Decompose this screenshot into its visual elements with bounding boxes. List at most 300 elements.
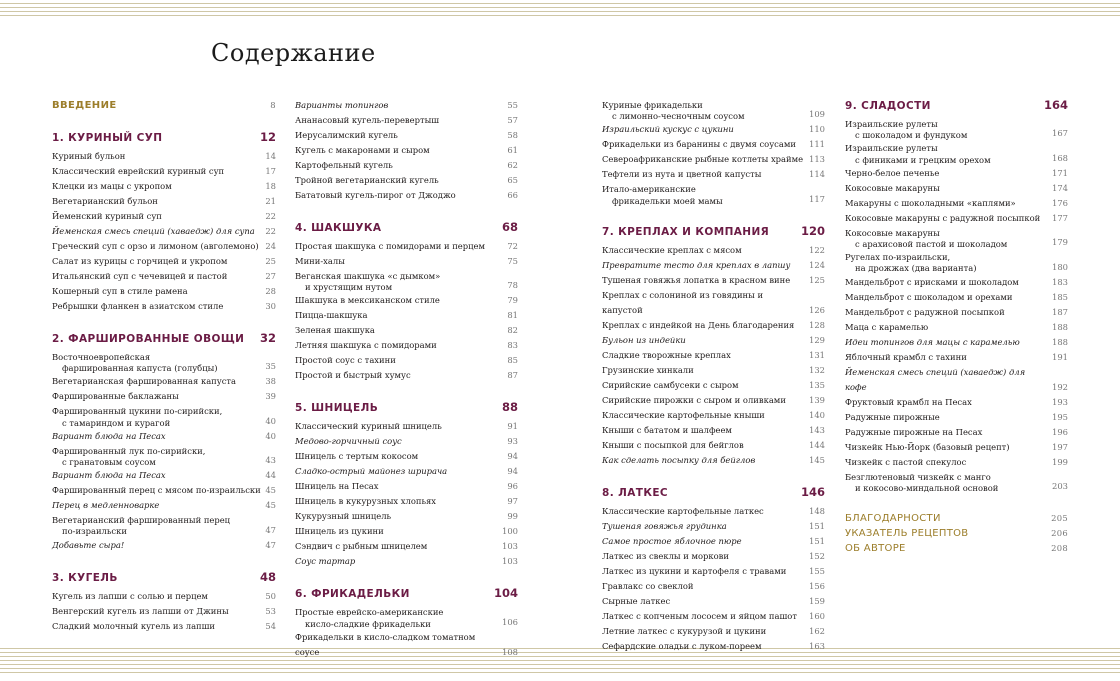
- page-number: 100: [502, 526, 518, 537]
- toc-entry: [845, 455, 1068, 470]
- toc-entry: [52, 179, 276, 194]
- toc-entry: [52, 299, 276, 314]
- recipe-title: Шницель на Песах: [295, 481, 379, 492]
- recipe-title: Израильский кускус с цукини: [602, 124, 734, 135]
- page-number: 18: [265, 181, 276, 191]
- recipe-title: Салат из курицы с горчицей и укропом: [52, 256, 228, 266]
- recipe-title: Кугель с макаронами и сыром: [295, 145, 430, 155]
- recipe-title-line-2: с финиками и грецким орехом: [855, 154, 991, 165]
- page-number: 72: [507, 241, 518, 251]
- toc-entry: [295, 494, 518, 509]
- back-matter-title: БЛАГОДАРНОСТИ: [845, 513, 941, 525]
- toc-entry: [295, 353, 518, 368]
- toc-entry: [845, 211, 1068, 226]
- recipe-title: Классические картофельные латкес: [602, 505, 764, 516]
- toc-subentry: [845, 335, 1068, 350]
- page-number: 144: [809, 439, 825, 450]
- toc-subentry: [602, 519, 825, 534]
- page-number: 139: [809, 394, 825, 405]
- toc-entry: [602, 594, 825, 609]
- chapter-heading: [845, 98, 1068, 117]
- page-number: 79: [507, 295, 518, 306]
- recipe-title: Кошерный суп в стиле рамена: [52, 286, 188, 296]
- chapter-title: 5. ШНИЦЕЛЬ: [295, 402, 379, 415]
- page-number: 199: [1052, 456, 1068, 467]
- recipe-title: Венгерский кугель из лапши от Джины: [52, 605, 229, 616]
- toc-entry: [295, 308, 518, 323]
- toc-subentry: [52, 538, 276, 553]
- toc-entry: [52, 254, 276, 269]
- toc-subentry: [602, 333, 825, 348]
- toc-entry: [602, 639, 825, 654]
- page-number: 81: [507, 310, 518, 321]
- page-number: 97: [507, 496, 518, 507]
- toc-entry: [845, 166, 1068, 181]
- page-number: 45: [265, 500, 276, 511]
- recipe-title: Латкес из свеклы и моркови: [602, 550, 729, 561]
- page-number: 62: [507, 160, 518, 170]
- recipe-title: Латкес с копченым лососем и яйцом пашот: [602, 610, 797, 621]
- page-number: 103: [502, 556, 518, 567]
- recipe-title: Сирийские самбусеки с сыром: [602, 379, 739, 390]
- recipe-title: Зеленая шакшука: [295, 325, 375, 336]
- recipe-title: Клецки из мацы с укропом: [52, 181, 172, 191]
- page-number: 50: [265, 590, 276, 601]
- toc-entry: [602, 393, 825, 408]
- page-number: 35: [265, 361, 276, 372]
- page-number: 196: [1052, 426, 1068, 437]
- page-number: 126: [809, 304, 825, 315]
- page-number: 205: [1051, 513, 1068, 524]
- chapter-heading: [602, 224, 825, 243]
- page-number: 131: [809, 349, 825, 360]
- page-number: 110: [809, 124, 825, 135]
- toc-column-2: [295, 98, 518, 660]
- toc-entry: [602, 243, 825, 258]
- page-number: 188: [1052, 336, 1068, 347]
- recipe-title: Кокосовые макаруны: [845, 182, 940, 193]
- recipe-title-line-1: Восточноевропейская: [52, 352, 151, 362]
- page-number: 78: [507, 280, 518, 291]
- recipe-title: Ребрышки фланкен в азиатском стиле: [52, 301, 224, 311]
- recipe-title: Шницель из цукини: [295, 526, 384, 537]
- page-number: 24: [265, 241, 276, 251]
- recipe-title: Добавьте сыра!: [52, 539, 125, 550]
- recipe-title: Тефтели из нута и цветной капусты: [602, 169, 762, 180]
- recipe-title: Мандельброт с шоколадом и орехами: [845, 291, 1013, 302]
- page-number: 124: [809, 259, 825, 270]
- toc-entry: [602, 579, 825, 594]
- recipe-title: Маца с карамелью: [845, 321, 929, 332]
- toc-entry: [295, 419, 518, 434]
- recipe-title: Мандельброт с радужной посыпкой: [845, 306, 1005, 317]
- recipe-title: Чизкейк Нью-Йорк (базовый рецепт): [845, 441, 1010, 452]
- toc-entry: [295, 323, 518, 338]
- chapter-title: 7. КРЕПЛАХ И КОМПАНИЯ: [602, 225, 770, 238]
- recipe-title: Пицца-шакшука: [295, 310, 368, 321]
- toc-entry: [295, 188, 518, 203]
- recipe-title-line-1: Фаршированный лук по-сирийски,: [52, 445, 206, 456]
- toc-subentry: [602, 453, 825, 468]
- recipe-title-line-2: с арахисовой пастой и шоколадом: [855, 239, 1008, 250]
- page-number: 113: [809, 154, 825, 165]
- page-number: 47: [265, 524, 276, 535]
- page-number: 187: [1052, 306, 1068, 317]
- toc-entry: [845, 410, 1068, 425]
- toc-column-4: [845, 98, 1068, 556]
- recipe-title-line-2: с лимонно-чесночным соусом: [612, 111, 745, 122]
- recipe-title-line-2: и кокосово-миндальной основой: [855, 482, 999, 493]
- recipe-title: Простая шакшука с помидорами и перцем: [295, 241, 485, 251]
- toc-entry: [845, 395, 1068, 410]
- page-number: 22: [265, 226, 276, 236]
- toc-column-1: [52, 98, 276, 634]
- page-number: 120: [800, 223, 825, 238]
- page-number: 91: [507, 421, 518, 432]
- recipe-title: Тушеная говяжья лопатка в красном вине: [602, 274, 791, 285]
- toc-entry: [602, 408, 825, 423]
- recipe-title-line-2: кисло-сладкие фрикадельки: [305, 618, 431, 629]
- recipe-title: Вегетарианская фаршированная капуста: [52, 376, 237, 387]
- page-number: 32: [259, 331, 276, 345]
- chapter-heading: [52, 130, 276, 149]
- toc-entry: [52, 164, 276, 179]
- toc-entry: [602, 348, 825, 363]
- toc-subentry: [602, 122, 825, 137]
- recipe-title: Иерусалимский кугель: [295, 130, 398, 140]
- toc-entry: [52, 352, 276, 374]
- page-number: 96: [507, 481, 518, 492]
- toc-entry: [52, 149, 276, 164]
- recipe-title-line-1: Ругелах по-израильски,: [845, 252, 951, 263]
- intro-title: ВВЕДЕНИЕ: [52, 100, 117, 111]
- recipe-title: Креплах с солониной из говядины и капустой: [602, 289, 764, 315]
- recipe-title: Радужные пирожные на Песах: [845, 426, 983, 437]
- recipe-title: Шницель с тертым кокосом: [295, 451, 419, 462]
- recipe-title: Перец в медленноварке: [52, 500, 160, 511]
- page-number: 152: [809, 550, 825, 561]
- toc-entry: [602, 438, 825, 453]
- spacer: [845, 494, 1068, 511]
- toc-entry: [602, 624, 825, 639]
- page-number: 54: [265, 620, 276, 631]
- chapter-heading: [295, 220, 518, 239]
- toc-subentry: [295, 554, 518, 569]
- page-number: 43: [265, 455, 276, 466]
- page-number: 195: [1052, 411, 1068, 422]
- recipe-title: Мини-халы: [295, 256, 345, 266]
- page-number: 8: [270, 100, 276, 110]
- page-number: 171: [1052, 167, 1068, 178]
- toc-entry: [52, 239, 276, 254]
- recipe-title: Простой и быстрый хумус: [295, 370, 411, 381]
- toc-subentry: [295, 434, 518, 449]
- toc-entry: [602, 152, 825, 167]
- recipe-title: Яблочный крамбл с тахини: [845, 351, 967, 362]
- page-number: 38: [265, 376, 276, 387]
- page-number: 39: [265, 391, 276, 402]
- toc-entry: [295, 449, 518, 464]
- recipe-title: Ананасовый кугель-перевертыш: [295, 115, 440, 125]
- toc-entry: [52, 589, 276, 604]
- recipe-title: Йеменская смесь специй (хаваедж) для кофе: [845, 366, 1026, 392]
- toc-entry: [295, 293, 518, 308]
- page-number: 28: [265, 286, 276, 296]
- page-number: 94: [507, 451, 518, 462]
- page-number: 55: [507, 100, 518, 110]
- toc-entry: [295, 524, 518, 539]
- recipe-title: Сладкие творожные креплах: [602, 349, 731, 360]
- recipe-title: Сэндвич с рыбным шницелем: [295, 541, 428, 552]
- recipe-title: Картофельный кугель: [295, 160, 393, 170]
- page-number: 85: [507, 355, 518, 366]
- recipe-title: Кукурузный шницель: [295, 511, 392, 522]
- recipe-title: Фруктовый крамбл на Песах: [845, 396, 972, 407]
- recipe-title: Куриный бульон: [52, 151, 126, 161]
- toc-entry: [295, 113, 518, 128]
- page-number: 174: [1052, 182, 1068, 193]
- page-number: 159: [809, 595, 825, 606]
- recipe-title: Классический куриный шницель: [295, 421, 442, 432]
- recipe-title: Грузинские хинкали: [602, 364, 694, 375]
- recipe-title: Сефардские оладьи с луком-пореем: [602, 640, 762, 651]
- recipe-title: [845, 228, 1007, 250]
- toc-entry: [845, 440, 1068, 455]
- chapter-heading: [602, 485, 825, 504]
- toc-entry: [52, 446, 276, 468]
- page-number: 135: [809, 379, 825, 390]
- toc-entry: [845, 472, 1068, 494]
- page-number: 99: [507, 511, 518, 522]
- toc-entry: [602, 363, 825, 378]
- toc-entry: [295, 271, 518, 293]
- toc-entry: [845, 425, 1068, 440]
- toc-entry: [845, 320, 1068, 335]
- recipe-title: [52, 446, 205, 468]
- recipe-title: Бульон из индейки: [602, 334, 686, 345]
- chapter-heading: [52, 331, 276, 350]
- page-number: 47: [265, 539, 276, 550]
- page-number: 44: [265, 470, 276, 481]
- page-number: 155: [809, 565, 825, 576]
- recipe-title: [602, 184, 723, 206]
- toc-subentry: [602, 534, 825, 549]
- recipe-title: Североафриканские рыбные котлеты храйме: [602, 154, 804, 165]
- page-number: 167: [1052, 128, 1068, 139]
- page-number: 148: [809, 505, 825, 516]
- page-number: 177: [1052, 212, 1068, 223]
- page-number: 117: [809, 193, 825, 204]
- page-number: 145: [809, 454, 825, 465]
- page-number: 151: [809, 535, 825, 546]
- intro-heading: [52, 98, 276, 113]
- toc-entry: [602, 609, 825, 624]
- toc-subentry: [52, 498, 276, 513]
- recipe-title: Чизкейк с пастой спекулос: [845, 456, 967, 467]
- recipe-title: Простой соус с тахини: [295, 355, 396, 366]
- recipe-title: Креплах с индейкой на День благодарения: [602, 319, 795, 330]
- page-number: 40: [265, 430, 276, 441]
- toc-subentry: [52, 468, 276, 483]
- chapter-heading: [52, 570, 276, 589]
- page-number: 45: [265, 485, 276, 496]
- recipe-title-line-1: Вегетарианский фаршированный перец: [52, 515, 231, 526]
- page-number: 132: [809, 364, 825, 375]
- toc-entry: [295, 128, 518, 143]
- recipe-title: Классический еврейский куриный суп: [52, 166, 225, 176]
- recipe-title: Самое простое яблочное пюре: [602, 535, 742, 546]
- page-number: 58: [507, 130, 518, 140]
- top-border: [0, 3, 1120, 19]
- toc-entry: [602, 564, 825, 579]
- page-number: 40: [265, 415, 276, 426]
- toc-entry: [602, 378, 825, 393]
- page-number: 140: [809, 409, 825, 420]
- page-number: 114: [809, 169, 825, 180]
- toc-entry: [602, 423, 825, 438]
- recipe-title: Йеменский куриный суп: [52, 211, 162, 221]
- page-number: 109: [809, 109, 825, 120]
- page-number: 65: [507, 175, 518, 185]
- toc-entry: [295, 254, 518, 269]
- recipe-title: Превратите тесто для креплах в лапшу: [602, 259, 791, 270]
- page-number: 197: [1052, 441, 1068, 452]
- back-matter-item: [845, 541, 1068, 556]
- recipe-title: [845, 472, 998, 494]
- recipe-title: [52, 406, 222, 428]
- page-number: 164: [1043, 98, 1068, 112]
- page-number: 179: [1052, 237, 1068, 248]
- recipe-title-line-1: Куриные фрикадельки: [602, 100, 703, 110]
- recipe-title: Кугель из лапши с солью и перцем: [52, 590, 208, 601]
- toc-entry: [52, 284, 276, 299]
- back-matter-title: ОБ АВТОРЕ: [845, 543, 906, 555]
- recipe-title: [52, 515, 230, 537]
- page-number: 183: [1052, 276, 1068, 287]
- recipe-title: Латкес из цукини и картофеля с травами: [602, 565, 787, 576]
- page-number: 12: [259, 130, 276, 144]
- recipe-title: Черно-белое печенье: [845, 167, 940, 178]
- recipe-title: Бататовый кугель-пирог от Джоджо: [295, 190, 456, 200]
- page-number: 160: [809, 610, 825, 621]
- page-number: 129: [809, 334, 825, 345]
- recipe-title: Греческий суп с орзо и лимоном (авголемоно): [52, 241, 259, 251]
- toc-entry: [845, 275, 1068, 290]
- toc-entry: [295, 158, 518, 173]
- recipe-title: Кокосовые макаруны с радужной посыпкой: [845, 212, 1041, 223]
- recipe-title-line-2: с гранатовым соусом: [62, 457, 156, 468]
- toc-entry: [295, 173, 518, 188]
- toc-entry: [845, 196, 1068, 211]
- recipe-title: [845, 119, 967, 141]
- back-matter-item: [845, 526, 1068, 541]
- recipe-title: Вариант блюда на Песах: [52, 470, 166, 481]
- recipe-title: Итальянский суп с чечевицей и пастой: [52, 271, 228, 281]
- recipe-title-line-2: на дрожжах (два варианта): [855, 263, 977, 274]
- recipe-title: Йеменская смесь специй (хаваедж) для супа: [52, 226, 255, 236]
- toc-subentry: [845, 365, 1068, 395]
- recipe-title: Классические креплах с мясом: [602, 244, 742, 255]
- page-number: 48: [259, 569, 276, 584]
- recipe-title-line-2: и хрустящим нутом: [305, 282, 393, 293]
- toc-entry: [295, 539, 518, 554]
- recipe-title: Фрикадельки в кисло-сладком томатном соусе: [295, 631, 476, 657]
- page-number: 53: [265, 605, 276, 616]
- toc-entry: [845, 290, 1068, 305]
- recipe-title: [295, 271, 440, 293]
- toc-column-3: [602, 98, 825, 654]
- page-number: 125: [809, 274, 825, 285]
- toc-subentry: [295, 98, 518, 113]
- page-number: 188: [1052, 321, 1068, 332]
- recipe-title: Летняя шакшука с помидорами: [295, 340, 437, 351]
- page-number: 106: [502, 616, 518, 627]
- page-number: 88: [501, 400, 518, 415]
- chapter-title: 6. ФРИКАДЕЛЬКИ: [295, 588, 410, 601]
- page-number: 21: [265, 196, 276, 206]
- toc-entry: [52, 406, 276, 428]
- recipe-title: Идеи топингов для мацы с карамелью: [845, 336, 1020, 347]
- recipe-title: Кныши с посыпкой для бейглов: [602, 439, 744, 450]
- page-number: 14: [265, 151, 276, 161]
- toc-entry: [602, 137, 825, 152]
- page-number: 104: [493, 586, 518, 601]
- page-number: 66: [507, 190, 518, 200]
- toc-entry: [602, 318, 825, 333]
- recipe-title: Шакшука в мексиканском стиле: [295, 295, 440, 306]
- page-number: 83: [507, 340, 518, 351]
- toc-entry: [602, 273, 825, 288]
- toc-entry: [295, 630, 518, 660]
- recipe-title: Летние латкес с кукурузой и цукини: [602, 625, 767, 636]
- recipe-title-line-1: Израильские рулеты: [845, 119, 938, 129]
- toc-subentry: [602, 258, 825, 273]
- recipe-title-line-1: Кокосовые макаруны: [845, 227, 940, 238]
- back-matter-item: [845, 511, 1068, 526]
- recipe-title: Фаршированный перец с мясом по-израильски: [52, 485, 261, 496]
- toc-entry: [845, 228, 1068, 250]
- toc-entry: [52, 515, 276, 537]
- recipe-title: Сирийские пирожки с сыром и оливками: [602, 394, 786, 405]
- recipe-title-line-2: по-израильски: [62, 526, 127, 537]
- toc-entry: [295, 368, 518, 383]
- recipe-title: Сладко-острый майонез шрирача: [295, 466, 448, 477]
- toc-entry: [602, 549, 825, 564]
- page-number: 176: [1052, 197, 1068, 208]
- recipe-title: Кныши с бататом и шалфеем: [602, 424, 732, 435]
- recipe-title: Медово-горчичный соус: [295, 436, 402, 447]
- recipe-title: [845, 143, 991, 165]
- page-number: 68: [501, 220, 518, 234]
- recipe-title-line-2: фрикадельки моей мамы: [612, 195, 723, 206]
- bottom-border: [0, 648, 1120, 676]
- recipe-title: [602, 100, 745, 122]
- recipe-title-line-2: с тамариндом и курагой: [62, 417, 171, 428]
- page-number: 163: [809, 640, 825, 651]
- page-number: 206: [1051, 528, 1068, 539]
- recipe-title: Шницель в кукурузных хлопьях: [295, 496, 437, 507]
- page-number: 22: [265, 211, 276, 221]
- page-number: 108: [502, 646, 518, 657]
- toc-entry: [52, 194, 276, 209]
- toc-entry: [52, 374, 276, 389]
- page-number: 17: [265, 166, 276, 176]
- chapter-title: 2. ФАРШИРОВАННЫЕ ОВОЩИ: [52, 333, 245, 345]
- chapter-heading: [295, 400, 518, 419]
- toc-entry: [602, 100, 825, 122]
- recipe-title-line-1: Безглютеновый чизкейк с манго: [845, 471, 991, 482]
- page-number: 75: [507, 256, 518, 266]
